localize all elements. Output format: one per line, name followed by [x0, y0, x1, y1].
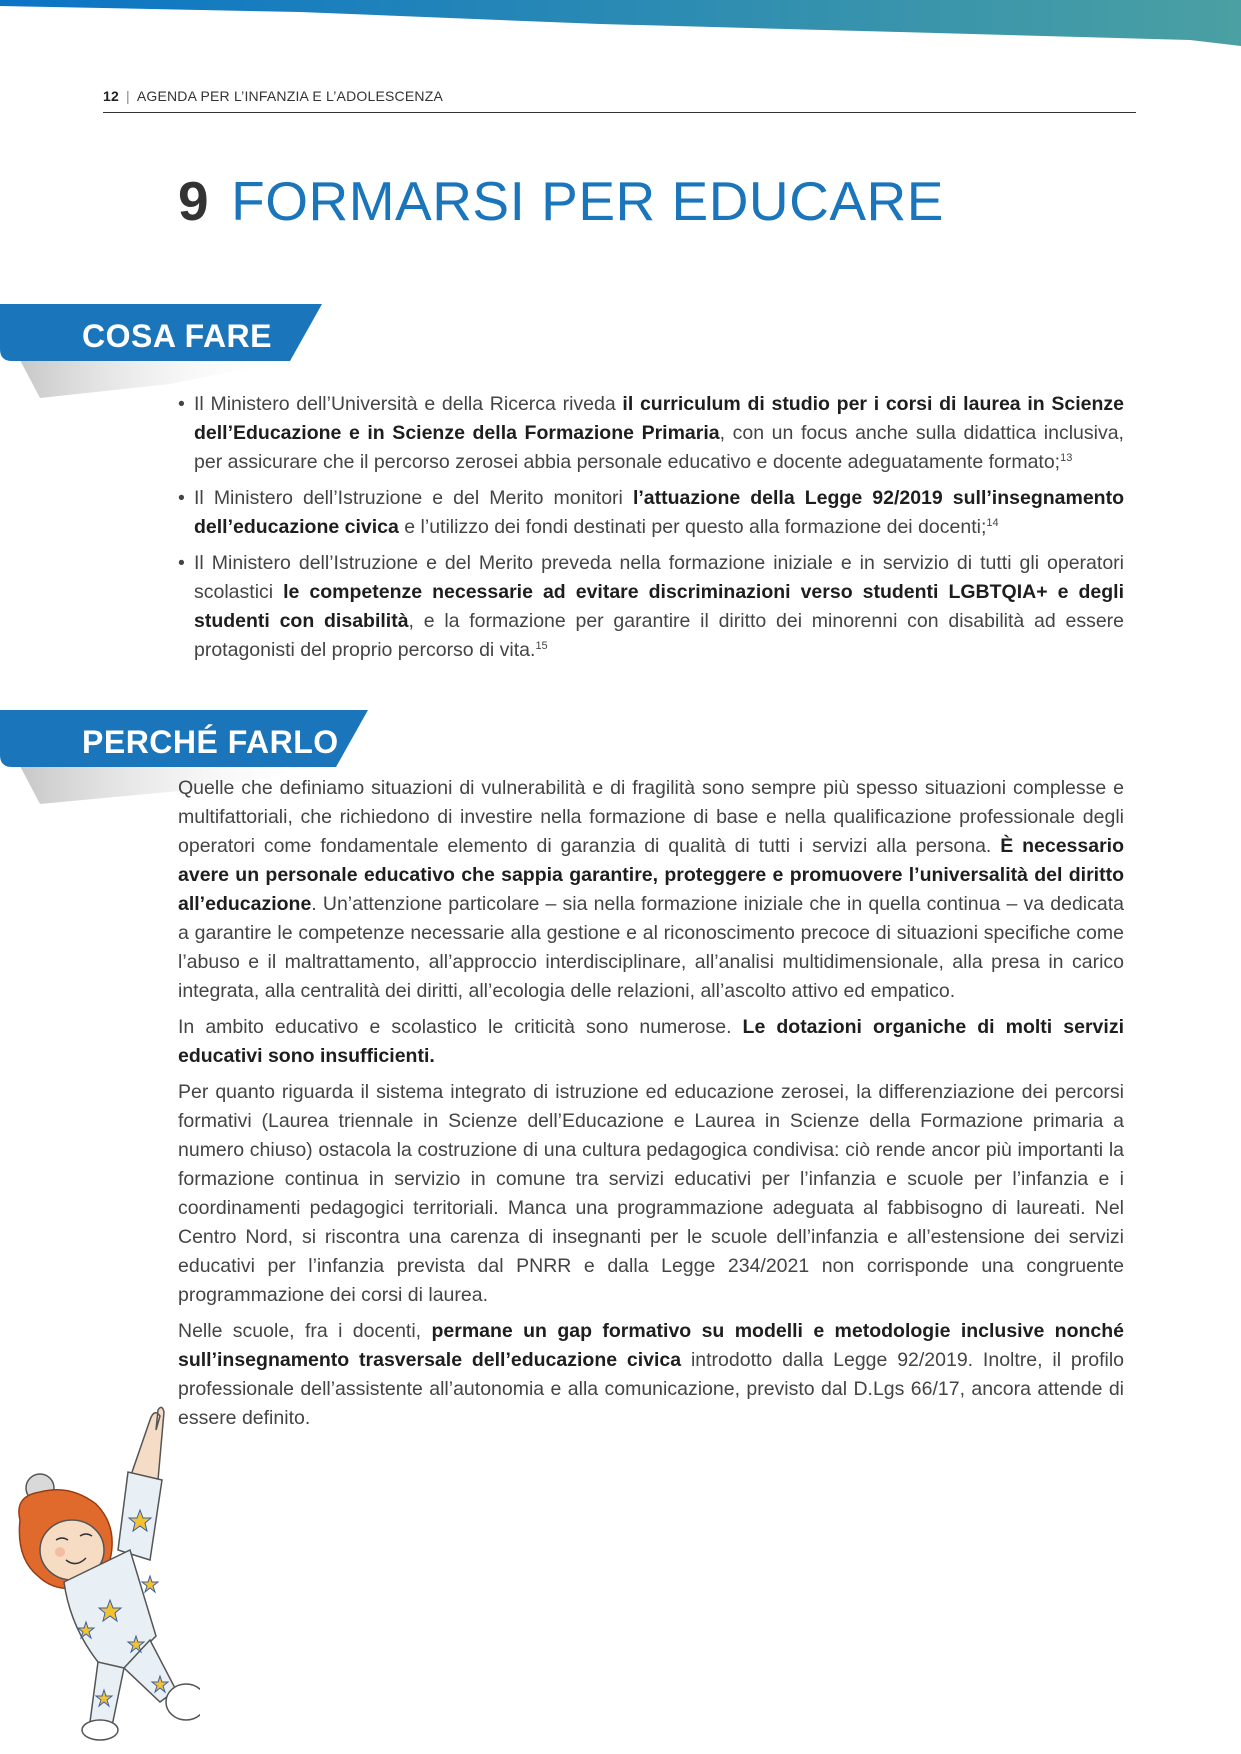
paragraph: Quelle che definiamo situazioni di vulnerabilità e di fragilità sono sempre più spesso situazioni complesse e multifattoriali, che richiedono di investire nella formazione di base e nella qualificazione professionale degli operatori come fondamentale elemento di garanzia di qualità di tutti i servizi alla persona. È necessario avere un personale educativo che sappia garantire, proteggere e promuovere l’universalità del diritto all’educazione. Un’attenzione particolare – sia nella formazione iniziale che in quella continua – va dedicata a garantire le competenze necessarie alla gestione e al riconoscimento precoce di situazioni specifiche come l’abuso e il maltrattamento, all’approccio interdisciplinare, all’analisi multidimensionale, alla presa in carico integrata, alla centralità dei diritti, all’ecologia delle relazioni, all’ascolto attivo ed empatico. — [178, 777, 1125, 1002]
cosa-fare-list — [178, 390, 1124, 672]
list-item: • Il Ministero dell’Università e della Ricerca riveda il curriculum di studio per i corsi di laurea in Scienze dell’Educazione e in Scienze della Formazione Primaria, con un focus anche sulla didattica inclusiva, per assicurare che il percorso zerosei abbia personale educativo e docente adeguatamente formato;$^{13}$ — [178, 390, 1124, 477]
top-gradient-band — [0, 0, 1241, 46]
list-item: • Il Ministero dell’Istruzione e del Merito monitori l’attuazione della Legge 92/2019 sull’insegnamento dell’educazione civica e l’utilizzo dei fondi destinati per questo alla formazione dei docenti;$^{14}$ — [178, 484, 1124, 542]
paragraph: Nelle scuole, fra i docenti, permane un gap formativo su modelli e metodologie inclusive nonché sull’insegnamento trasversale dell’educazione civica introdotto dalla Legge 92/2019. Inoltre, il profilo professionale dell’assistente all’autonomia e alla comunicazione, previsto dal D.Lgs 66/17, ancora attende di essere definito. — [178, 1320, 1124, 1429]
footnote-ref: 15 — [535, 640, 548, 652]
footnote-ref: 14 — [986, 517, 999, 529]
paragraph: Per quanto riguarda il sistema integrato di istruzione ed educazione zerosei, la differenziazione dei percorsi formativi (Laurea triennale in Scienze dell’Educazione e Laurea in Scienze della Formazione primaria a numero chiuso) ostacola la costruzione di una cultura pedagogica condivisa: ciò rende ancor più importanti la formazione continua in servizio in comune tra servizi educativi per l’infanzia e scuole per l’infanzia e i coordinamenti pedagogici territoriali. Manca una programmazione adeguata al fabbisogno di laureati. Nel Centro Nord, si riscontra una carenza di insegnanti per le scuole dell’infanzia e all’estensione dei servizi educativi per l’infanzia prevista dal PNRR e dalla Legge 234/2021 non corrisponde una congruente programmazione dei corsi di laurea. — [178, 1081, 1124, 1306]
publication-title: AGENDA PER L’INFANZIA E L’ADOLESCENZA — [136, 88, 443, 104]
chapter-title — [178, 166, 944, 236]
footnote-ref: 13 — [1060, 452, 1073, 464]
paragraph: In ambito educativo e scolastico le criticità sono numerose. Le dotazioni organiche di molti servizi educativi sono insufficienti. — [178, 1016, 1124, 1067]
header-separator: | — [125, 88, 130, 104]
chapter-number: 9 — [178, 170, 210, 232]
section-heading-text: COSA FARE — [82, 318, 272, 354]
perche-farlo-body — [178, 774, 1124, 1440]
running-header — [103, 88, 1136, 113]
child-illustration — [0, 1400, 200, 1754]
section-heading-text: PERCHÉ FARLO — [82, 724, 339, 760]
section-heading-cosa-fare — [0, 304, 330, 404]
page-number: 12 — [103, 88, 119, 104]
chapter-title-text: FORMARSI PER EDUCARE — [231, 170, 944, 232]
list-item: • Il Ministero dell’Istruzione e del Merito preveda nella formazione iniziale e in servizio di tutti gli operatori scolastici le competenze necessarie ad evitare discriminazioni verso studenti LGBTQIA+ e degli studenti con disabilità, e la formazione per garantire il diritto dei minorenni con disabilità ad essere protagonisti del proprio percorso di vita.$^{15}$ — [178, 549, 1124, 665]
